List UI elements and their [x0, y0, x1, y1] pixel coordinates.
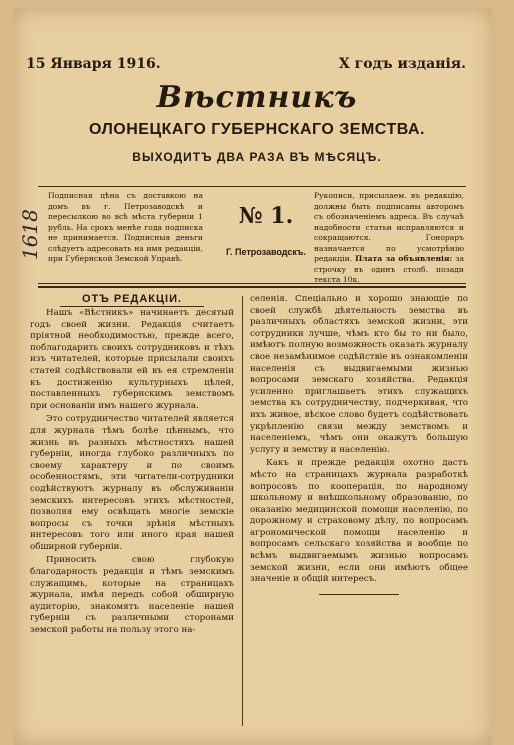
article-paragraph: селенія. Спеціально и хорошо знающіе по своей службѣ дѣятельность земства въ различныхъ областяхъ земской жизни, эти сотрудники лучше, чѣмъ кто бы то ни было, имѣютъ полную возможность оказать журналу свое незамѣнимое содѣйствіе въ ознакомленіи населенія съ выдвигаемыми жизнью вопросами земскаго хозяйства. Редакція усиленно приглашаетъ этихъ служащихъ земства къ сотрудничеству, подчеркивая, что ихъ живое, вѣское слово будетъ содѣйствовать укрѣпленію связи между земствомъ и населеніемъ, чѣмъ они окажутъ большую услугу и земству и населенію. [250, 294, 468, 455]
masthead-title: Вѣстникъ [156, 80, 358, 115]
article-paragraph: Какъ и прежде редакція охотно дастъ мѣсто на страницахъ журнала разработкѣ вопросовъ по кооперація, по народному школьному и внѣшкольному образованію, по оказанію медицинской помощи населенію, по дорожному и страховому дѣлу, по вопросамъ агрономической помощи населенію и вопросамъ сельскаго хозяйства и вообще по всѣмъ выдвигаемымъ жизнью вопросамъ земской жизни, если они имѣютъ общее значеніе и общій интересъ. [250, 458, 468, 585]
article-paragraph: Это сотрудничество читателей является для журнала тѣмъ болѣе цѣннымъ, что жизнь въ разныхъ мѣстностяхъ нашей губерніи, иногда глубоко различныхъ по своему характеру и по своимъ особенностямъ, эти читатели-сотрудники содѣйствуютъ журналу въ обслуживаніи земскихъ интересовъ этихъ мѣстностей, позволяя ему освѣщать многіе земскіе вопросы съ точки зрѣнія мѣстныхъ интересовъ того или иного края нашей обширной губерніи. [30, 414, 234, 552]
issue-date: 15 Января 1916. [26, 56, 161, 72]
ad-price-label: Плата за объявленія: [355, 254, 453, 263]
publication-city: Г. Петрозаводскъ. [226, 247, 306, 257]
subscription-terms: Подписная цѣна съ доставкою на домъ въ г. Петрозаводскѣ и пересылкою во всѣ мѣста губерніи 1 рубль. На срокъ менѣе года подписка не принимается. Подписныя деньги слѣдуетъ адресовать на имя редакціи, при Губернской Земской Управѣ. [48, 191, 203, 263]
dateline [26, 56, 466, 72]
manuscript-terms: Рукописи, присылаем. въ редакцію, должны быть подписаны авторомъ съ обозначеніемъ адреса. Въ случаѣ надобности статьи исправляются и сокращаются. Гонораръ назначается по усмотрѣнію редакціи. [314, 191, 464, 263]
publication-frequency: ВЫХОДИТЪ ДВА РАЗА ВЪ МѢСЯЦЪ. [132, 150, 382, 164]
heading-underline [60, 306, 204, 307]
bleed-through-text [14, 12, 492, 56]
publication-year: X годъ изданія. [338, 56, 466, 72]
subscription-info-box [38, 186, 466, 284]
masthead-subtitle: ОЛОНЕЦКАГО ГУБЕРНСКАГО ЗЕМСТВА. [89, 121, 425, 138]
issue-block [220, 195, 312, 257]
ad-price-text: за строчку въ одинъ столб. позади текста 10к. [314, 254, 464, 284]
article-paragraph: Нашъ «Вѣстникъ» начинаетъ десятый годъ своей жизни. Редакція считаетъ пріятной необходимостью, прежде всего, поблагодарить своихъ сотрудниковъ и тѣхъ изъ читателей, которые присылали своихъ статей содѣйствовали ей въ ея стремленіи къ достиженію культурныхъ цѣлей, поставленныхъ губернскимъ земствомъ при основаніи имъ нашего журнала. [30, 308, 234, 411]
issue-number: № 1. [238, 203, 294, 229]
article-column-right [250, 294, 468, 595]
article-heading: ОТЪ РЕДАКЦІИ. [81, 293, 183, 305]
article-end-rule [319, 594, 399, 595]
handwritten-annotation: 1618 [18, 209, 42, 260]
article-column-left [30, 308, 234, 639]
editorial-terms [314, 191, 464, 286]
column-divider [242, 296, 243, 726]
article-paragraph: Приносить свою глубокую благодарность редакція и тѣмъ земскимъ служащимъ, которые на страницахъ журнала, имѣя передъ собой обширную аудиторію, знакомятъ населеніе нашей губерніи съ различными сторонами земской работы на пользу этого на- [30, 555, 234, 636]
header-divider [38, 286, 466, 288]
